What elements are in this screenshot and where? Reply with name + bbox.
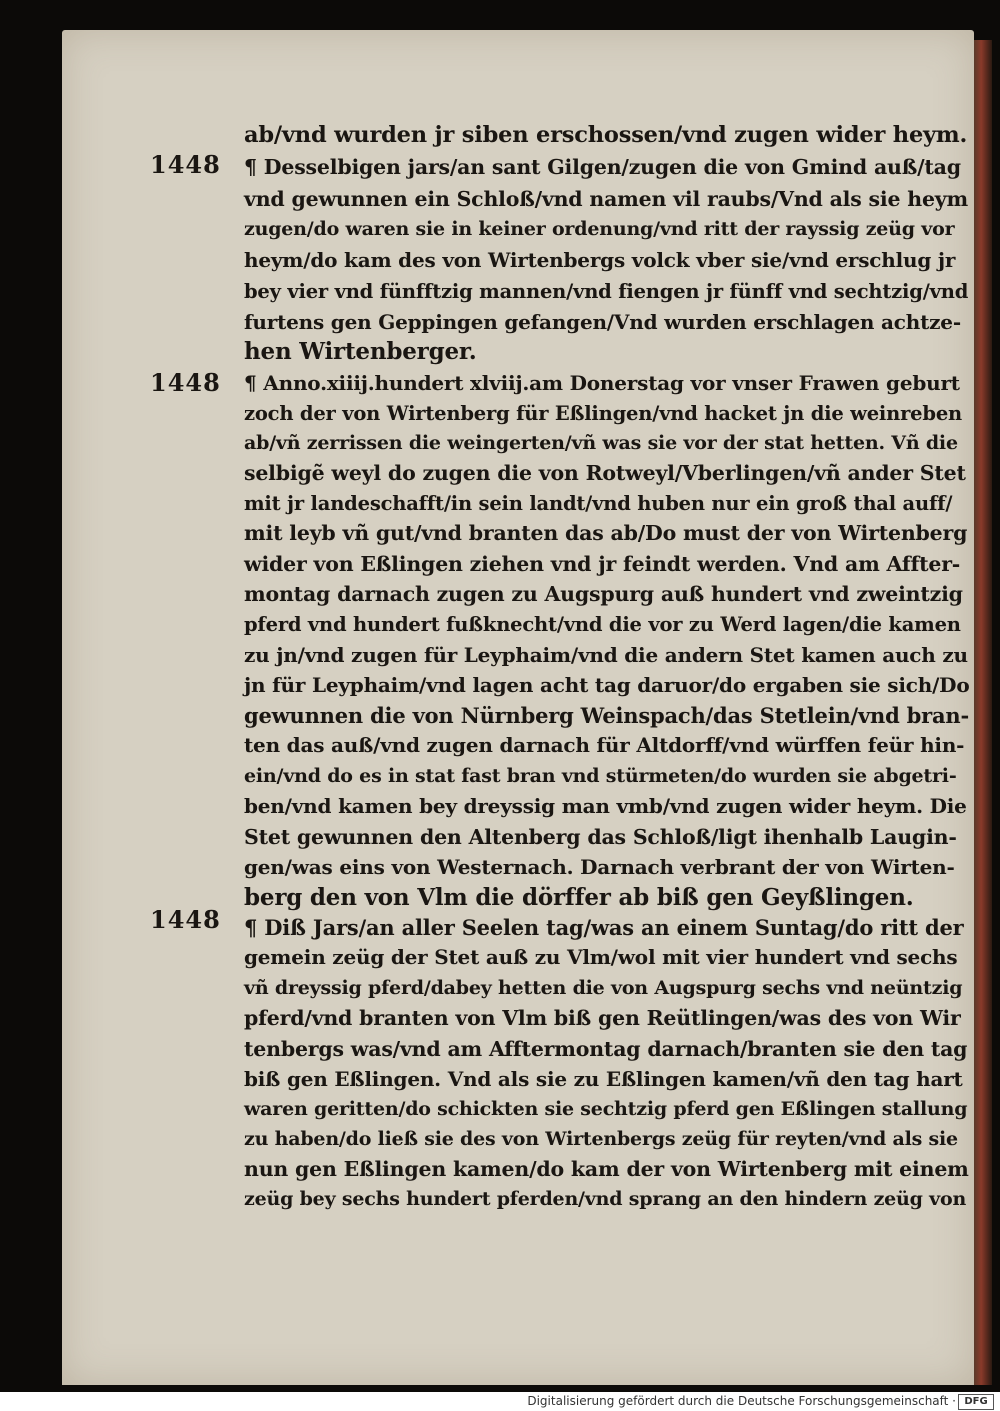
text-line: jn für Leyphaim/vnd lagen acht tag daruor/do ergaben sie sich/Do bbox=[244, 673, 970, 697]
text-line: tenbergs was/vnd am Afftermontag darnach/branten sie den tag bbox=[244, 1037, 968, 1061]
text-line: nun gen Eßlingen kamen/do kam der von Wirtenberg mit einem bbox=[244, 1157, 969, 1181]
text-line: ten das auß/vnd zugen darnach für Altdorff/vnd würffen feür hin- bbox=[244, 733, 965, 757]
text-line: zoch der von Wirtenberg für Eßlingen/vnd hacket jn die weinreben bbox=[244, 402, 963, 425]
text-line: ben/vnd kamen bey dreyssig man vmb/vnd zugen wider heym. Die bbox=[244, 794, 967, 818]
text-line: mit jr landeschafft/in sein landt/vnd huben nur ein groß thal auff/ bbox=[244, 492, 953, 515]
text-line: vnd gewunnen ein Schloß/vnd namen vil raubs/Vnd als sie heym bbox=[244, 187, 969, 211]
funding-notice: Digitalisierung gefördert durch die Deutsche Forschungsgemeinschaft · bbox=[527, 1394, 956, 1408]
text-line: heym/do kam des von Wirtenbergs volck vber sie/vnd erschlug jr bbox=[244, 248, 956, 272]
text-line: ¶ Anno.xiiij.hundert xlviij.am Donerstag vor vnser Frawen geburt bbox=[244, 371, 960, 395]
text-line: gemein zeüg der Stet auß zu Vlm/wol mit vier hundert vnd sechs bbox=[244, 945, 958, 969]
year-marginal: 1448 bbox=[150, 905, 221, 934]
text-line: Stet gewunnen den Altenberg das Schloß/ligt ihenhalb Laugin- bbox=[244, 825, 957, 849]
text-line: mit leyb vñ gut/vnd branten das ab/Do must der von Wirtenberg bbox=[244, 521, 968, 545]
text-line: ¶ Diß Jars/an aller Seelen tag/was an einem Suntag/do ritt der bbox=[244, 915, 964, 940]
text-line: ab/vñ zerrissen die weingerten/vñ was sie vor der stat hetten. Vñ die bbox=[244, 432, 958, 454]
text-line: pferd vnd hundert fußknecht/vnd die vor zu Werd lagen/die kamen bbox=[244, 613, 961, 636]
text-line: hen Wirtenberger. bbox=[244, 338, 477, 365]
text-line: zugen/do waren sie in keiner ordenung/vnd ritt der rayssig zeüg vor bbox=[244, 218, 955, 240]
text-line: biß gen Eßlingen. Vnd als sie zu Eßlingen kamen/vñ den tag hart bbox=[244, 1067, 963, 1091]
book-edge bbox=[974, 40, 992, 1385]
text-line: ein/vnd do es in stat fast bran vnd stürmeten/do wurden sie abgetri- bbox=[244, 765, 957, 787]
text-line: zu jn/vnd zugen für Leyphaim/vnd die andern Stet kamen auch zu bbox=[244, 643, 968, 667]
text-line: pferd/vnd branten von Vlm biß gen Reütlingen/was des von Wir bbox=[244, 1006, 961, 1030]
text-line: waren geritten/do schickten sie sechtzig pferd gen Eßlingen stallung bbox=[244, 1098, 968, 1120]
text-line: zeüg bey sechs hundert pferden/vnd sprang an den hindern zeüg von bbox=[244, 1188, 967, 1210]
dfg-logo: DFG bbox=[958, 1394, 994, 1410]
text-line: ¶ Desselbigen jars/an sant Gilgen/zugen die von Gmind auß/tag bbox=[244, 155, 961, 179]
text-line: bey vier vnd fünfftzig mannen/vnd fiengen jr fünff vnd sechtzig/vnd bbox=[244, 280, 969, 303]
text-line: furtens gen Geppingen gefangen/Vnd wurden erschlagen achtze- bbox=[244, 310, 961, 334]
text-line: selbigẽ weyl do zugen die von Rotweyl/Vberlingen/vñ ander Stet bbox=[244, 461, 966, 485]
footer-bar bbox=[0, 1392, 1000, 1411]
text-line: berg den von Vlm die dörffer ab biß gen Geyßlingen. bbox=[244, 884, 914, 911]
text-line: zu haben/do ließ sie des von Wirtenbergs zeüg für reyten/vnd als sie bbox=[244, 1128, 958, 1150]
text-line: gen/was eins von Westernach. Darnach verbrant der von Wirten- bbox=[244, 855, 955, 879]
text-line: montag darnach zugen zu Augspurg auß hundert vnd zweintzig bbox=[244, 582, 963, 606]
year-marginal: 1448 bbox=[150, 150, 221, 179]
text-line: ab/vnd wurden jr siben erschossen/vnd zugen wider heym. bbox=[244, 122, 968, 148]
text-line: vñ dreyssig pferd/dabey hetten die von Augspurg sechs vnd neüntzig bbox=[244, 977, 963, 999]
year-marginal: 1448 bbox=[150, 368, 221, 397]
text-line: gewunnen die von Nürnberg Weinspach/das Stetlein/vnd bran- bbox=[244, 703, 970, 728]
text-line: wider von Eßlingen ziehen vnd jr feindt werden. Vnd am Affter- bbox=[244, 552, 961, 576]
